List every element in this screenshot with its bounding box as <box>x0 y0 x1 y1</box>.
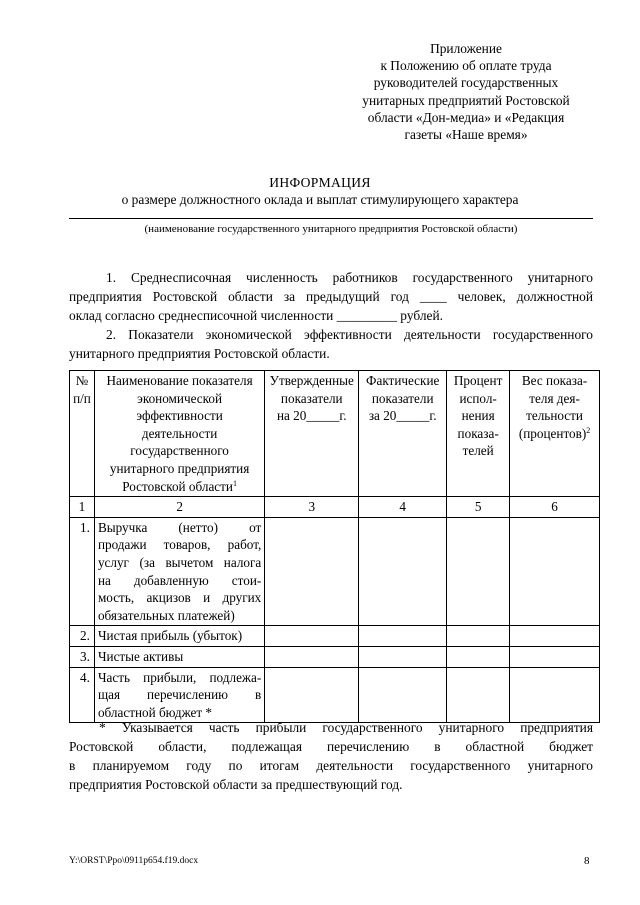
paragraph-line: 2. Показатели экономической эффективности деятельности государственного <box>106 327 593 342</box>
row-number: 3. <box>70 646 95 667</box>
header-actual: Фактические показатели за 20_____г. <box>359 371 447 497</box>
column-number: 2 <box>94 497 264 518</box>
row-percent-cell <box>447 626 510 647</box>
row-indicator-name: Выручка (нетто) от продажи товаров, работ, услуг (за вычетом налога на добавленную стои- мость, акцизов и других обязательных платежей) <box>94 517 264 626</box>
footnote <box>69 718 593 794</box>
table-row <box>70 646 600 667</box>
row-indicator-name: Чистая прибыль (убыток) <box>94 626 264 647</box>
column-number: 3 <box>265 497 359 518</box>
row-weight-cell <box>510 667 600 723</box>
paragraph-line: оклад согласно среднесписочной численности _________ рублей. <box>69 308 443 323</box>
document-title: ИНФОРМАЦИЯ <box>269 175 371 190</box>
appendix-line: руководителей государственных <box>373 75 559 91</box>
row-number: 2. <box>70 626 95 647</box>
table-row <box>70 517 600 626</box>
page-number: 8 <box>584 855 590 867</box>
paragraph-line: 1. Среднесписочная численность работников государственного унитарного <box>106 270 593 285</box>
row-weight-cell <box>510 517 600 626</box>
row-approved-cell <box>265 517 359 626</box>
row-number: 4. <box>70 667 95 723</box>
appendix-line: Приложение <box>430 41 502 56</box>
footnote-line: в планируемом году по итогам деятельности государственного унитарного <box>69 758 593 773</box>
row-actual-cell <box>359 517 447 626</box>
row-indicator-name: Часть прибыли, подлежа- щая перечислению в областной бюджет * <box>94 667 264 723</box>
footnote-line: Ростовской области, подлежащая перечислению в областной бюджет <box>69 739 593 754</box>
column-number: 4 <box>359 497 447 518</box>
header-number: № п/п <box>70 371 95 497</box>
column-number-row <box>70 497 600 518</box>
enterprise-name-line <box>69 218 593 219</box>
paragraph-employee-count <box>69 268 593 325</box>
row-percent-cell <box>447 646 510 667</box>
row-weight-cell <box>510 646 600 667</box>
paragraph-line: предприятия Ростовской области за предыдущий год ____ человек, должностной <box>69 289 593 304</box>
document-subtitle: о размере должностного оклада и выплат стимулирующего характера <box>121 192 519 207</box>
column-number: 1 <box>70 497 95 518</box>
appendix-line: области «Дон-медиа» и «Редакция <box>367 109 565 125</box>
column-number: 5 <box>447 497 510 518</box>
row-weight-cell <box>510 626 600 647</box>
appendix-line: к Положению об оплате труда <box>380 58 552 74</box>
header-percent: Процент испол- нения показа- телей <box>447 371 510 497</box>
row-approved-cell <box>265 646 359 667</box>
header-approved: Утвержденные показатели на 20_____г. <box>265 371 359 497</box>
column-number: 6 <box>510 497 600 518</box>
footnote-line: предприятия Ростовской области за предшествующий год. <box>69 777 403 792</box>
row-indicator-name: Чистые активы <box>94 646 264 667</box>
table-header-row <box>70 371 600 497</box>
indicators-table <box>69 370 600 723</box>
row-actual-cell <box>359 667 447 723</box>
row-actual-cell <box>359 646 447 667</box>
row-percent-cell <box>447 517 510 626</box>
appendix-line: газеты «Наше время» <box>404 127 528 143</box>
table-row <box>70 626 600 647</box>
row-percent-cell <box>447 667 510 723</box>
appendix-note <box>340 40 592 143</box>
row-actual-cell <box>359 626 447 647</box>
header-indicator-name: Наименование показателя экономической эффективности деятельности государственного унитарного предприятия Ростовской области$^1$ <box>94 371 264 497</box>
table-row <box>70 667 600 723</box>
footnote-line: * Указывается часть прибыли государственного унитарного предприятия <box>99 720 593 735</box>
row-approved-cell <box>265 667 359 723</box>
row-number: 1. <box>70 517 95 626</box>
paragraph-efficiency-indicators <box>69 325 593 363</box>
file-path: Y:\ORST\Ppo\0911p654.f19.docx <box>69 856 199 866</box>
enterprise-name-caption: (наименование государственного унитарного предприятия Ростовской области) <box>144 223 518 235</box>
paragraph-line: унитарного предприятия Ростовской области. <box>69 346 330 361</box>
appendix-line: унитарных предприятий Ростовской <box>362 92 570 108</box>
header-weight: Вес показа- теля дея- тельности (процентов)$^2$ <box>510 371 600 497</box>
row-approved-cell <box>265 626 359 647</box>
